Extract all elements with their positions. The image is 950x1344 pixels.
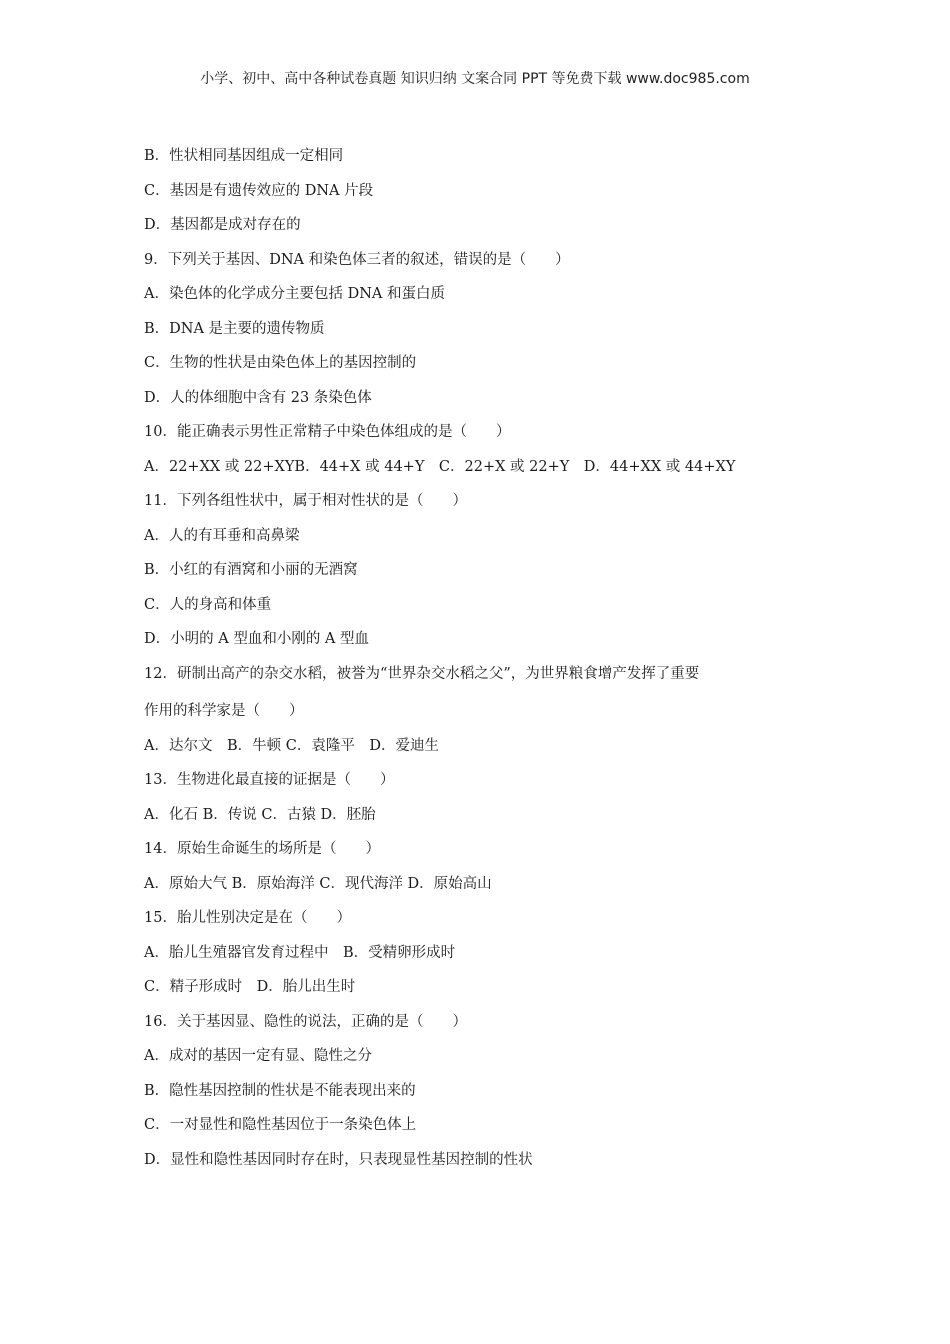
option-line: C．生物的性状是由染色体上的基因控制的 — [144, 355, 417, 371]
option-line: C．一对显性和隐性基因位于一条染色体上 — [144, 1117, 417, 1133]
option-line: B．隐性基因控制的性状是不能表现出来的 — [144, 1082, 416, 1099]
question-10: 10．能正确表示男性正常精子中染色体组成的是（ ） — [144, 424, 511, 440]
question-12: 12．研制出高产的杂交水稻，被誉为“世界杂交水稻之父”，为世界粮食增产发挥了重要 — [144, 665, 700, 682]
question-9: 9．下列关于基因、DNA 和染色体三者的叙述，错误的是（ ） — [144, 251, 570, 268]
question-13: 13．生物进化最直接的证据是（ ） — [144, 772, 395, 788]
option-line: C．人的身高和体重 — [144, 596, 272, 613]
question-11: 11．下列各组性状中，属于相对性状的是（ ） — [144, 493, 467, 509]
option-line: D．基因都是成对存在的 — [144, 217, 301, 233]
option-line: A．达尔文 B．牛顿 C．袁隆平 D．爱迪生 — [144, 737, 439, 754]
option-line: C．基因是有遗传效应的 DNA 片段 — [144, 182, 374, 199]
question-12-continued: 作用的科学家是（ ） — [144, 703, 304, 719]
option-line: B．DNA 是主要的遗传物质 — [144, 320, 325, 337]
question-14: 14．原始生命诞生的场所是（ ） — [144, 841, 380, 857]
option-line: A．染色体的化学成分主要包括 DNA 和蛋白质 — [144, 286, 445, 302]
option-line: B．性状相同基因组成一定相同 — [144, 148, 344, 164]
option-line: A．成对的基因一定有显、隐性之分 — [144, 1048, 372, 1064]
option-line: A．22+XX 或 22+XYB．44+X 或 44+Y C．22+X 或 22+Y D．44+XX 或 44+XY — [144, 458, 736, 475]
option-line: C．精子形成时 D．胎儿出生时 — [144, 979, 356, 995]
question-16: 16．关于基因显、隐性的说法，正确的是（ ） — [144, 1013, 467, 1030]
option-line: A．原始大气 B．原始海洋 C．现代海洋 D．原始高山 — [144, 875, 492, 892]
question-15: 15．胎儿性别决定是在（ ） — [144, 910, 351, 926]
option-line: D．小明的 A 型血和小刚的 A 型血 — [144, 631, 370, 647]
page-header: 小学、初中、高中各种试卷真题 知识归纳 文案合同 PPT 等免费下载 www.doc985.com — [200, 71, 750, 87]
option-line: A．化石 B．传说 C．古猿 D．胚胎 — [144, 806, 376, 823]
option-line: A．胎儿生殖器官发育过程中 B．受精卵形成时 — [144, 944, 456, 961]
option-line: B．小红的有酒窝和小丽的无酒窝 — [144, 562, 358, 578]
question-content — [144, 139, 824, 1177]
option-line: D．人的体细胞中含有 23 条染色体 — [144, 389, 372, 406]
option-line: A．人的有耳垂和高鼻梁 — [144, 527, 300, 544]
option-line: D．显性和隐性基因同时存在时，只表现显性基因控制的性状 — [144, 1151, 533, 1168]
